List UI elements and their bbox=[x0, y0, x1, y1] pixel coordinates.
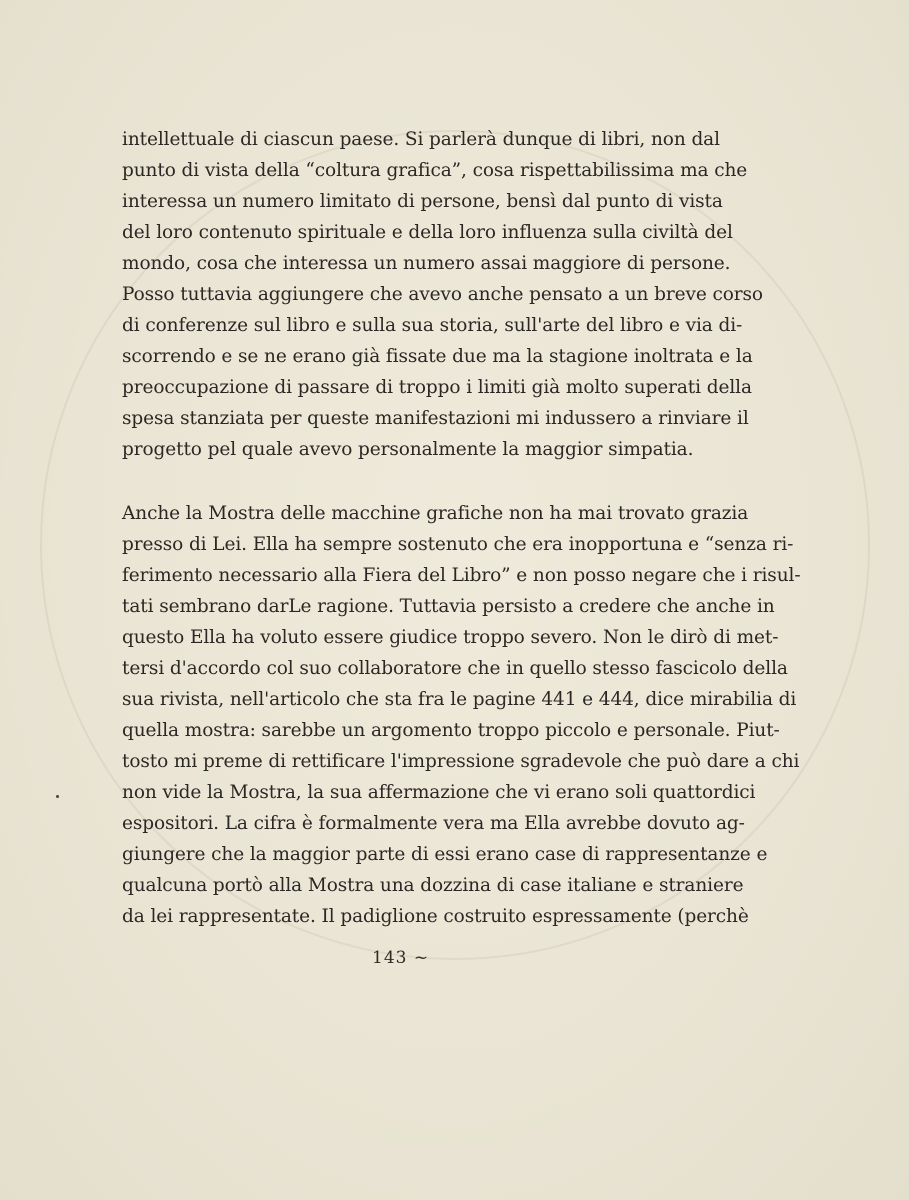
page-number bbox=[372, 948, 429, 968]
text-line: preoccupazione di passare di troppo i limiti già molto superati della bbox=[122, 377, 752, 398]
text-line: tersi d'accordo col suo collaboratore che in quello stesso fascicolo della bbox=[122, 658, 788, 679]
page-number-value: 143 bbox=[372, 948, 408, 968]
paragraph-2 bbox=[122, 498, 801, 932]
text-line: progetto pel quale avevo personalmente la maggior simpatia. bbox=[122, 439, 694, 460]
text-line: Anche la Mostra delle macchine grafiche non ha mai trovato grazia bbox=[122, 503, 749, 524]
text-line: da lei rappresentate. Il padiglione costruito espressamente (perchè bbox=[122, 906, 749, 927]
text-line: non vide la Mostra, la sua affermazione che vi erano soli quattordici bbox=[122, 782, 756, 803]
text-line: tati sembrano darLe ragione. Tuttavia persisto a credere che anche in bbox=[122, 596, 775, 617]
paragraph-1 bbox=[122, 124, 763, 465]
text-line: spesa stanziata per queste manifestazioni mi indussero a rinviare il bbox=[122, 408, 749, 429]
text-line: ferimento necessario alla Fiera del Libro” e non posso negare che i risul- bbox=[122, 565, 801, 586]
text-line: quella mostra: sarebbe un argomento troppo piccolo e personale. Piut- bbox=[122, 720, 780, 741]
text-line: scorrendo e se ne erano già fissate due ma la stagione inoltrata e la bbox=[122, 346, 753, 367]
margin-mark bbox=[56, 795, 59, 798]
text-line: qualcuna portò alla Mostra una dozzina di case italiane e straniere bbox=[122, 875, 744, 896]
text-line: presso di Lei. Ella ha sempre sostenuto che era inopportuna e “senza ri- bbox=[122, 534, 794, 555]
text-line: tosto mi preme di rettificare l'impressione sgradevole che può dare a chi bbox=[122, 751, 800, 772]
text-line: giungere che la maggior parte di essi erano case di rappresentanze e bbox=[122, 844, 768, 865]
text-line: sua rivista, nell'articolo che sta fra le pagine 441 e 444, dice mirabilia di bbox=[122, 689, 797, 710]
text-line: questo Ella ha voluto essere giudice troppo severo. Non le dirò di met- bbox=[122, 627, 779, 648]
text-line: Posso tuttavia aggiungere che avevo anche pensato a un breve corso bbox=[122, 284, 763, 305]
paragraph-spacer bbox=[122, 465, 696, 498]
text-line: punto di vista della “coltura grafica”, cosa rispettabilissima ma che bbox=[122, 160, 748, 181]
text-line: mondo, cosa che interessa un numero assai maggiore di persone. bbox=[122, 253, 731, 274]
text-line: del loro contenuto spirituale e della loro influenza sulla civiltà del bbox=[122, 222, 733, 243]
text-line: di conferenze sul libro e sulla sua storia, sull'arte del libro e via di- bbox=[122, 315, 743, 336]
ornament-icon: ~ bbox=[413, 948, 430, 968]
text-line: intellettuale di ciascun paese. Si parlerà dunque di libri, non dal bbox=[122, 129, 720, 150]
text-line: espositori. La cifra è formalmente vera ma Ella avrebbe dovuto ag- bbox=[122, 813, 745, 834]
body-text bbox=[122, 124, 801, 932]
text-line: interessa un numero limitato di persone, bensì dal punto di vista bbox=[122, 191, 723, 212]
